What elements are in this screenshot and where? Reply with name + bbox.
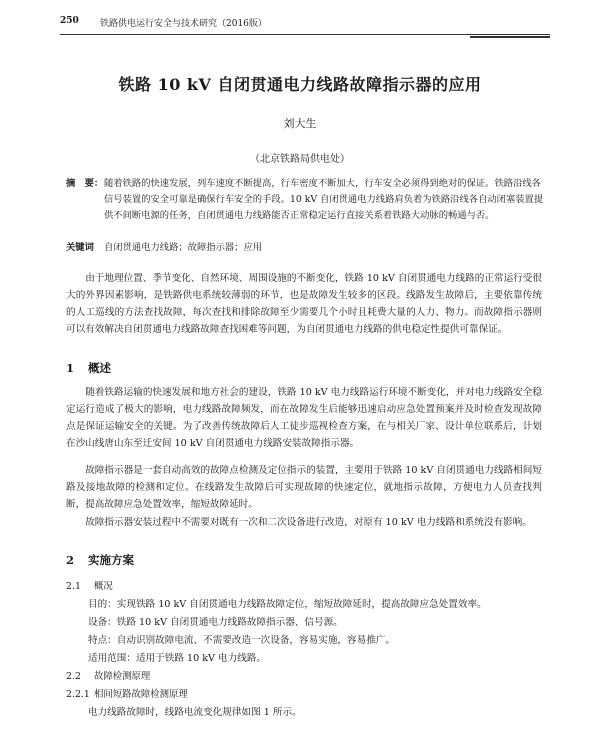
abstract <box>66 176 546 224</box>
section-1-paragraph: 随着铁路运输的快速发展和地方社会的建设，铁路 10 kV 电力线路运行环境不断变化，并对电力线路安全稳定运行造成了极大的影响，电力线路故障频发，而在故障发生后能够迅速启动应急处置预案并及时检查发现故障点是保证运输安全的关键。为了改善传统故障后人工徒步巡视检查方案，在与相关厂家、设计单位联系后，计划在沙山线唐山东至迁安间 10 kV 自闭贯通电力线路安装故障指示器。 <box>66 387 542 449</box>
section-1-heading <box>66 360 111 376</box>
abstract-label: 摘 要： <box>66 178 104 189</box>
subsection-title: 故障检测原理 <box>94 671 151 682</box>
subsection-number: 2.2.1 <box>66 689 90 700</box>
body-line: 电力线路故障时，线路电流变化规律如图 1 所示。 <box>88 707 302 718</box>
section-1-number: 1 <box>66 361 75 375</box>
item-label: 设备： <box>88 617 117 628</box>
author: 刘大生 <box>283 117 317 130</box>
item-label: 目的： <box>88 599 117 610</box>
intro-paragraph: 由于地理位置、季节变化、自然环境、周围设施的不断变化，铁路 10 kV 自闭贯通电力线路的正常运行受很大的外界因素影响，是铁路供电系统较薄弱的环节，也是故障发生较多的区段。线路发生故障后，主要依靠传统的人工巡线的方法查找故障，每次查找和排除故障至少需要几个小时且耗费大量的人力、物力。而故障指示器则可以有效解决自闭贯通电力线路故障查找困难等问题，为自闭贯通电力线路的供电稳定性提供可靠保证。 <box>66 273 542 335</box>
page-number: 250 <box>60 16 79 26</box>
subsection-2-1 <box>66 578 113 592</box>
list-item <box>88 632 395 646</box>
section-2-title: 实施方案 <box>88 553 134 567</box>
list-item <box>88 596 487 610</box>
keywords-label: 关键词 <box>66 242 94 253</box>
subsection-number: 2.2 <box>66 671 81 682</box>
article-title: 铁路 10 kV 自闭贯通电力线路故障指示器的应用 <box>118 75 482 94</box>
affiliation: （北京铁路局供电处） <box>250 154 350 165</box>
page-header <box>60 14 550 30</box>
keywords-text: 自闭贯通电力线路；故障指示器；应用 <box>104 242 263 253</box>
header-rule-accent <box>470 36 550 38</box>
subsection-number: 2.1 <box>66 581 81 592</box>
subsection-title: 概况 <box>94 581 113 592</box>
section-2-number: 2 <box>66 553 75 567</box>
section-1-paragraph: 故障指示器是一套自动高效的故障点检测及定位指示的装置，主要用于铁路 10 kV 自闭贯通电力线路相间短路及接地故障的检测和定位。在线路发生故障后可实现故障的快速定位，就地指示故障，方便电力人员查找判断，提高故障应急处置效率，缩短故障延时。 <box>66 465 542 510</box>
subsection-title: 相间短路故障检测原理 <box>94 689 188 700</box>
item-text: 适用于铁路 10 kV 电力线路。 <box>135 653 267 664</box>
item-text: 实现铁路 10 kV 自闭贯通电力线路故障定位，缩短故障延时，提高故障应急处置效率。 <box>116 599 487 610</box>
list-item <box>88 650 266 664</box>
abstract-text: 随着铁路的快速发展，列车速度不断提高，行车密度不断加大，行车安全必须得到绝对的保证。铁路沿线各信号装置的安全可靠是确保行车安全的手段。10 kV 自闭贯通电力线路肩负着为铁路沿线各自动闭塞装置提供不间断电源的任务，自闭贯通电力线路能否正常稳定运行直接关系着铁路大动脉的畅通与否。 <box>104 178 544 221</box>
subsection-2-2-1 <box>66 686 188 700</box>
list-item <box>88 614 343 628</box>
subsection-2-2 <box>66 668 150 682</box>
running-title: 铁路供电运行安全与技术研究（2016版） <box>100 19 267 29</box>
item-text: 铁路 10 kV 自闭贯通电力线路故障指示器、信号源。 <box>116 617 343 628</box>
item-label: 特点： <box>88 635 117 646</box>
section-1-title: 概述 <box>88 361 111 375</box>
section-1-paragraph: 故障指示器安装过程中不需要对既有一次和二次设备进行改造，对原有 10 kV 电力线路和系统没有影响。 <box>85 517 532 528</box>
item-text: 自动识别故障电流、不需要改造一次设备，容易实施，容易推广。 <box>116 635 395 646</box>
section-2-heading <box>66 552 134 568</box>
header-rule <box>60 34 550 35</box>
keywords <box>66 240 546 256</box>
item-label: 适用范围： <box>88 653 136 664</box>
